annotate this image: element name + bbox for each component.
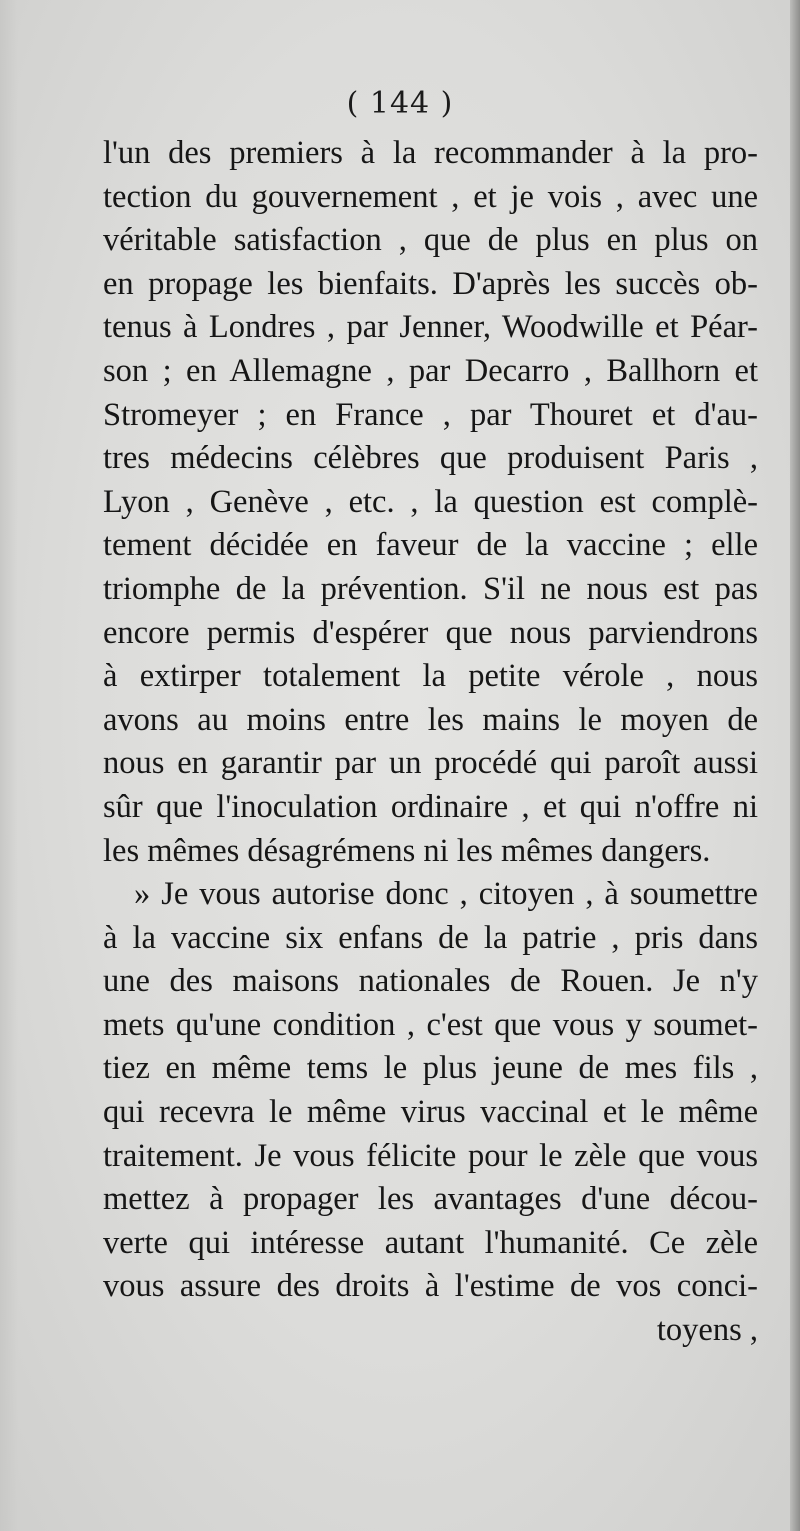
text-line: sûr que l'inoculation ordinaire , et qui n'offre ni (103, 788, 758, 825)
text-line: à extirper totalement la petite vérole , nous (103, 658, 758, 695)
text-line: en propage les bienfaits. D'après les succès ob- (103, 265, 758, 302)
text-line: vous assure des droits à l'estime de vos conci- (103, 1268, 758, 1305)
text-line: nous en garantir par un procédé qui paroît aussi (103, 745, 758, 782)
text-line: tection du gouvernement , et je vois , avec une (103, 178, 758, 215)
text-line: son ; en Allemagne , par Decarro , Ballhorn et (103, 352, 758, 389)
text-line: verte qui intéresse autant l'humanité. Ce zèle (103, 1224, 758, 1261)
text-line: véritable satisfaction , que de plus en plus on (103, 222, 758, 259)
text-line: à la vaccine six enfans de la patrie , pris dans (103, 919, 758, 956)
text-line: avons au moins entre les mains le moyen de (103, 701, 758, 738)
text-line: traitement. Je vous félicite pour le zèle que vous (103, 1137, 758, 1174)
body-text (103, 132, 758, 1353)
text-line: qui recevra le même virus vaccinal et le même (103, 1094, 758, 1131)
page-edge-right (790, 0, 800, 1531)
text-line: tenus à Londres , par Jenner, Woodwille et Péar- (103, 309, 758, 346)
text-line: Stromeyer ; en France , par Thouret et d'au- (103, 396, 758, 433)
text-line: l'un des premiers à la recommander à la pro- (103, 135, 758, 171)
paragraph-end-line: les mêmes désagrémens ni les mêmes dangers. (103, 832, 711, 869)
text-line: mettez à propager les avantages d'une décou- (103, 1181, 758, 1218)
text-line: une des maisons nationales de Rouen. Je n'y (103, 963, 758, 1000)
text-line: tiez en même tems le plus jeune de mes fils , (103, 1050, 758, 1087)
page-number: ( 144 ) (346, 86, 454, 121)
text-line: mets qu'une condition , c'est que vous y soumet- (103, 1006, 758, 1043)
page-shadow-left (0, 0, 18, 1531)
text-line: Lyon , Genève , etc. , la question est complè- (103, 483, 758, 520)
text-line: encore permis d'espérer que nous parviendrons (103, 614, 758, 651)
text-line: triomphe de la prévention. S'il ne nous est pas (103, 570, 758, 607)
text-line: tres médecins célèbres que produisent Paris , (103, 440, 758, 477)
paragraph-start-line: » Je vous autorise donc , citoyen , à soumettre (134, 876, 758, 913)
catchword: toyens , (656, 1312, 758, 1349)
text-line: tement décidée en faveur de la vaccine ; elle (103, 527, 758, 564)
